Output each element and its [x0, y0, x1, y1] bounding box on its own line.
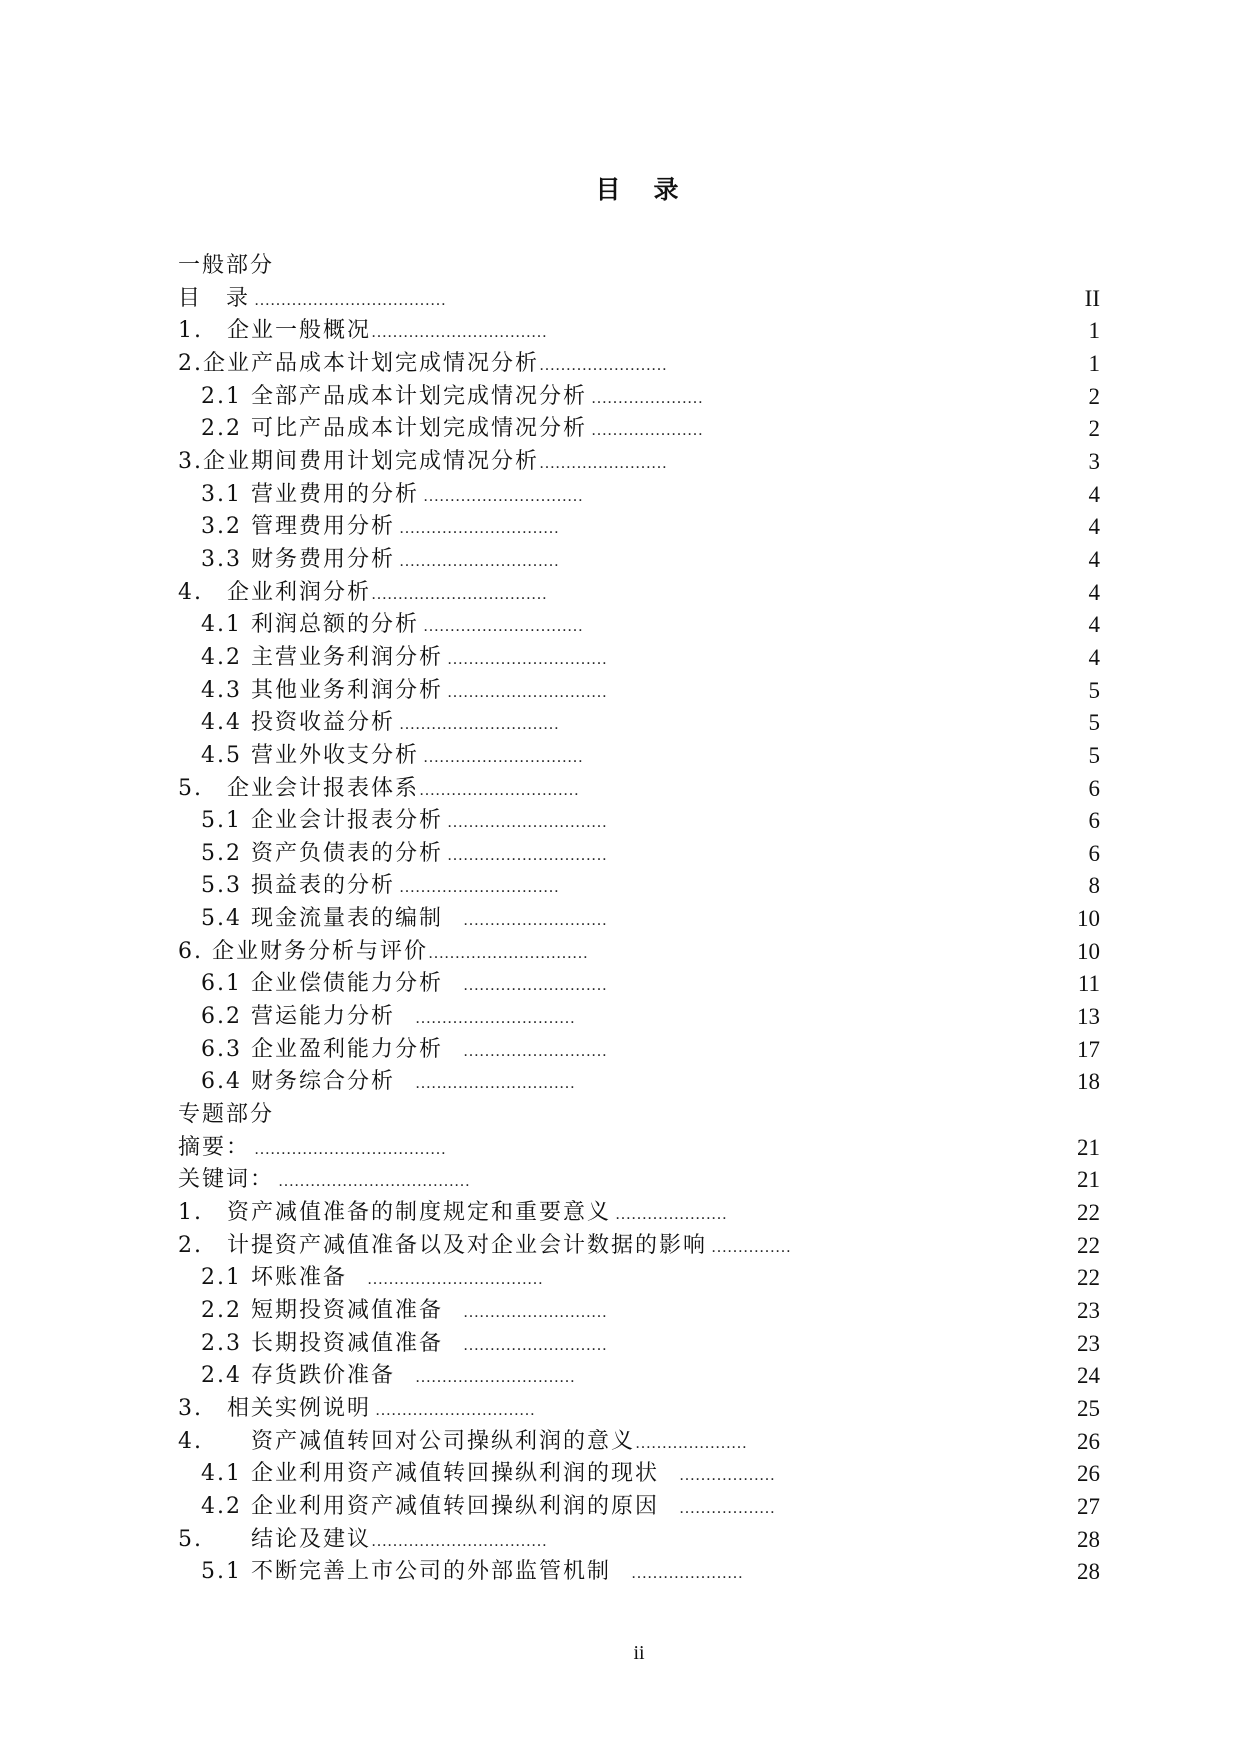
- toc-entry-page-number: 28: [1077, 1559, 1100, 1585]
- toc-entry-page-number: 1: [1088, 350, 1100, 376]
- toc-dot-leader: …………………………: [394, 1369, 575, 1387]
- toc-entry-label: 2.1 全部产品成本计划完成情况分析: [201, 383, 587, 409]
- toc-dot-leader: …………………: [610, 1565, 743, 1583]
- toc-entry-label: 一般部分: [178, 253, 275, 278]
- toc-entry: [178, 1034, 1100, 1067]
- toc-entry: [178, 1491, 1100, 1524]
- toc-entry: [178, 838, 1100, 871]
- toc-entry-label: 4.5 营业外收支分析: [201, 742, 419, 768]
- toc-entry-page-number: 22: [1077, 1232, 1100, 1258]
- toc-entry: [178, 1262, 1100, 1295]
- toc-dot-leader: …………………………: [371, 1401, 535, 1419]
- toc-entry-label: 6.3 企业盈利能力分析: [201, 1036, 443, 1062]
- toc-dot-leader: ……………………: [539, 356, 667, 374]
- toc-entry: [178, 577, 1100, 610]
- toc-entry-label: 5. 结论及建议: [178, 1526, 371, 1552]
- toc-entry: [178, 1132, 1100, 1165]
- toc-entry-page-number: 22: [1077, 1200, 1100, 1226]
- toc-dot-leader: ……………………………: [371, 585, 547, 603]
- toc-dot-leader: …………………………: [418, 618, 583, 636]
- toc-entry: [178, 1524, 1100, 1557]
- toc-dot-leader: ………………………: [442, 1336, 607, 1354]
- toc-entry-label: 4.1 利润总额的分析: [201, 612, 419, 638]
- toc-dot-leader: …………………: [611, 1206, 727, 1224]
- toc-dot-leader: ……………: [707, 1238, 791, 1256]
- toc-dot-leader: ………………: [658, 1467, 775, 1485]
- toc-dot-leader: …………………: [635, 1434, 747, 1452]
- toc-entry: [178, 1295, 1100, 1328]
- toc-dot-leader: …………………: [586, 389, 703, 407]
- toc-entry: [178, 870, 1100, 903]
- toc-dot-leader: ………………: [658, 1499, 775, 1517]
- toc-entry-page-number: 1: [1088, 318, 1100, 344]
- toc-entry: [178, 968, 1100, 1001]
- toc-dot-leader: ………………………: [442, 912, 607, 930]
- toc-entry-page-number: 26: [1077, 1428, 1100, 1454]
- toc-entry-label: 5.4 现金流量表的编制: [201, 906, 443, 932]
- toc-entry-page-number: 5: [1088, 742, 1100, 768]
- toc-entry-label: 6.2 营运能力分析: [201, 1004, 395, 1030]
- toc-entry-label: 4.3 其他业务利润分析: [201, 677, 443, 703]
- toc-entry: [178, 1066, 1100, 1099]
- toc-entry-page-number: 23: [1077, 1330, 1100, 1356]
- toc-entry-page-number: 18: [1077, 1069, 1100, 1095]
- toc-entry-label: 4. 企业利润分析: [178, 579, 371, 605]
- toc-entry: [178, 1164, 1100, 1197]
- toc-entry: [178, 1393, 1100, 1426]
- toc-dot-leader: …………………………: [427, 944, 588, 962]
- toc-entry: [178, 805, 1100, 838]
- toc-entry: [178, 1328, 1100, 1361]
- toc-entry-page-number: 4: [1088, 579, 1100, 605]
- toc-entry-page-number: 23: [1077, 1298, 1100, 1323]
- toc-entry-label: 3.1 营业费用的分析: [201, 481, 419, 507]
- toc-entry-page-number: 4: [1088, 546, 1100, 572]
- toc-entry: [178, 479, 1100, 512]
- toc-entry-label: 5.3 损益表的分析: [201, 873, 395, 899]
- toc-entry-label: 4. 资产减值转回对公司操纵利润的意义: [178, 1428, 635, 1454]
- toc-entry-label: 4.2 企业利用资产减值转回操纵利润的原因: [201, 1493, 659, 1519]
- toc-entry: [178, 348, 1100, 381]
- toc-entry-page-number: 21: [1077, 1134, 1100, 1160]
- toc-entry-page-number: 10: [1077, 906, 1100, 932]
- toc-entry-page-number: 26: [1077, 1461, 1100, 1487]
- toc-entry-label: 2.2 短期投资减值准备: [201, 1298, 443, 1323]
- toc-dot-leader: …………………………: [442, 650, 607, 668]
- toc-entry: [178, 315, 1100, 348]
- toc-entry-page-number: 4: [1088, 514, 1100, 540]
- toc-entry: [178, 283, 1100, 316]
- toc-entry: [178, 1426, 1100, 1459]
- toc-entry: [178, 707, 1100, 740]
- toc-entry-page-number: 27: [1077, 1493, 1100, 1519]
- toc-entry-page-number: 6: [1088, 808, 1100, 834]
- toc-entry-label: 2.企业产品成本计划完成情况分析: [178, 350, 539, 376]
- toc-entry-label: 4.4 投资收益分析: [201, 710, 395, 736]
- toc-title: 目 录: [595, 175, 683, 204]
- toc-entry-label: 1. 资产减值准备的制度规定和重要意义: [178, 1200, 611, 1226]
- toc-dot-leader: ………………………: [442, 977, 607, 995]
- toc-list: [178, 250, 1100, 1589]
- toc-dot-leader: …………………………: [394, 1075, 575, 1093]
- toc-entry-label: 3.3 财务费用分析: [201, 546, 395, 572]
- toc-dot-leader: ………………………: [442, 1042, 607, 1060]
- toc-entry: [178, 1197, 1100, 1230]
- toc-entry-label: 2.3 长期投资减值准备: [201, 1330, 443, 1356]
- toc-entry-label: 5.2 资产负债表的分析: [201, 840, 443, 866]
- toc-dot-leader: …………………………: [442, 683, 607, 701]
- toc-dot-leader: ………………………………: [274, 1173, 471, 1191]
- toc-dot-leader: ……………………………: [346, 1271, 543, 1289]
- toc-dot-leader: ………………………………: [250, 1140, 447, 1158]
- toc-dot-leader: …………………………: [394, 520, 559, 538]
- toc-dot-leader: ……………………………: [371, 324, 547, 342]
- toc-entry: [178, 381, 1100, 414]
- toc-entry: [178, 675, 1100, 708]
- toc-entry-label: 4.2 主营业务利润分析: [201, 644, 443, 670]
- toc-entry-label: 1. 企业一般概况: [178, 318, 371, 344]
- toc-entry-page-number: II: [1084, 285, 1100, 311]
- toc-entry-page-number: 2: [1088, 383, 1100, 409]
- toc-dot-leader: …………………………: [394, 552, 559, 570]
- toc-dot-leader: ………………………: [442, 1304, 607, 1321]
- toc-entry-page-number: 17: [1077, 1036, 1100, 1062]
- toc-entry: [178, 642, 1100, 675]
- toc-entry-page-number: 5: [1088, 710, 1100, 736]
- toc-dot-leader: …………………………: [419, 781, 579, 799]
- toc-entry-page-number: 11: [1077, 971, 1100, 997]
- toc-entry-label: 关键词：: [178, 1167, 275, 1193]
- toc-dot-leader: …………………………: [394, 879, 559, 897]
- toc-entry-page-number: 21: [1077, 1167, 1100, 1193]
- toc-entry-label: 3.企业期间费用计划完成情况分析: [178, 448, 539, 474]
- toc-entry-page-number: 22: [1077, 1265, 1100, 1291]
- toc-entry-page-number: 5: [1088, 677, 1100, 703]
- toc-entry-label: 5.1 不断完善上市公司的外部监管机制: [201, 1559, 611, 1585]
- toc-entry: [178, 773, 1100, 806]
- toc-entry-page-number: 13: [1077, 1004, 1100, 1030]
- toc-entry-label: 4.1 企业利用资产减值转回操纵利润的现状: [201, 1461, 659, 1487]
- toc-entry: [178, 609, 1100, 642]
- toc-dot-leader: …………………: [586, 422, 703, 440]
- toc-entry-label: 5. 企业会计报表体系: [178, 775, 419, 801]
- toc-dot-leader: ………………………………: [250, 291, 447, 309]
- toc-dot-leader: …………………………: [394, 1010, 575, 1028]
- toc-entry-label: 2.2 可比产品成本计划完成情况分析: [201, 416, 587, 442]
- toc-entry: [178, 1230, 1100, 1263]
- toc-entry-label: 6. 企业财务分析与评价: [178, 938, 428, 964]
- toc-entry-label: 目 录: [178, 285, 251, 311]
- toc-entry-label: 3. 相关实例说明: [178, 1395, 371, 1421]
- toc-entry: [178, 1360, 1100, 1393]
- toc-dot-leader: ……………………………: [371, 1532, 547, 1550]
- toc-dot-leader: …………………………: [394, 716, 559, 734]
- toc-section-heading: [178, 1099, 1100, 1132]
- toc-entry-label: 摘要：: [178, 1134, 251, 1160]
- toc-entry-label: 2.1 坏账准备: [201, 1265, 347, 1291]
- toc-entry-page-number: 4: [1088, 481, 1100, 507]
- toc-entry: [178, 1458, 1100, 1491]
- toc-entry-page-number: 3: [1088, 448, 1100, 474]
- toc-entry-page-number: 6: [1088, 840, 1100, 866]
- toc-entry-label: 2. 计提资产减值准备以及对企业会计数据的影响: [178, 1232, 707, 1258]
- toc-dot-leader: …………………………: [442, 814, 607, 832]
- toc-dot-leader: …………………………: [418, 487, 583, 505]
- toc-entry-page-number: 24: [1077, 1363, 1100, 1389]
- toc-entry-label: 2.4 存货跌价准备: [201, 1363, 395, 1389]
- toc-entry: [178, 936, 1100, 969]
- toc-entry-label: 5.1 企业会计报表分析: [201, 808, 443, 834]
- toc-entry: [178, 1001, 1100, 1034]
- toc-entry-label: 专题部分: [178, 1102, 275, 1128]
- toc-dot-leader: ……………………: [539, 454, 667, 472]
- toc-entry: [178, 903, 1100, 936]
- toc-entry-page-number: 28: [1077, 1526, 1100, 1552]
- toc-entry-page-number: 8: [1088, 873, 1100, 899]
- toc-entry-page-number: 10: [1077, 938, 1100, 964]
- page-number: ii: [633, 1642, 645, 1664]
- toc-entry-label: 3.2 管理费用分析: [201, 514, 395, 540]
- toc-entry-page-number: 25: [1077, 1395, 1100, 1421]
- toc-entry: [178, 740, 1100, 773]
- toc-entry: [178, 413, 1100, 446]
- toc-entry-page-number: 2: [1088, 416, 1100, 442]
- toc-dot-leader: …………………………: [418, 748, 583, 766]
- toc-entry-label: 6.1 企业偿债能力分析: [201, 971, 443, 997]
- toc-dot-leader: …………………………: [442, 846, 607, 864]
- toc-entry: [178, 1556, 1100, 1589]
- toc-entry: [178, 446, 1100, 479]
- toc-entry: [178, 544, 1100, 577]
- toc-entry-page-number: 4: [1088, 644, 1100, 670]
- toc-entry-page-number: 6: [1088, 775, 1100, 801]
- toc-entry-page-number: 4: [1088, 612, 1100, 638]
- toc-section-heading: [178, 250, 1100, 283]
- toc-entry: [178, 511, 1100, 544]
- toc-entry-label: 6.4 财务综合分析: [201, 1069, 395, 1095]
